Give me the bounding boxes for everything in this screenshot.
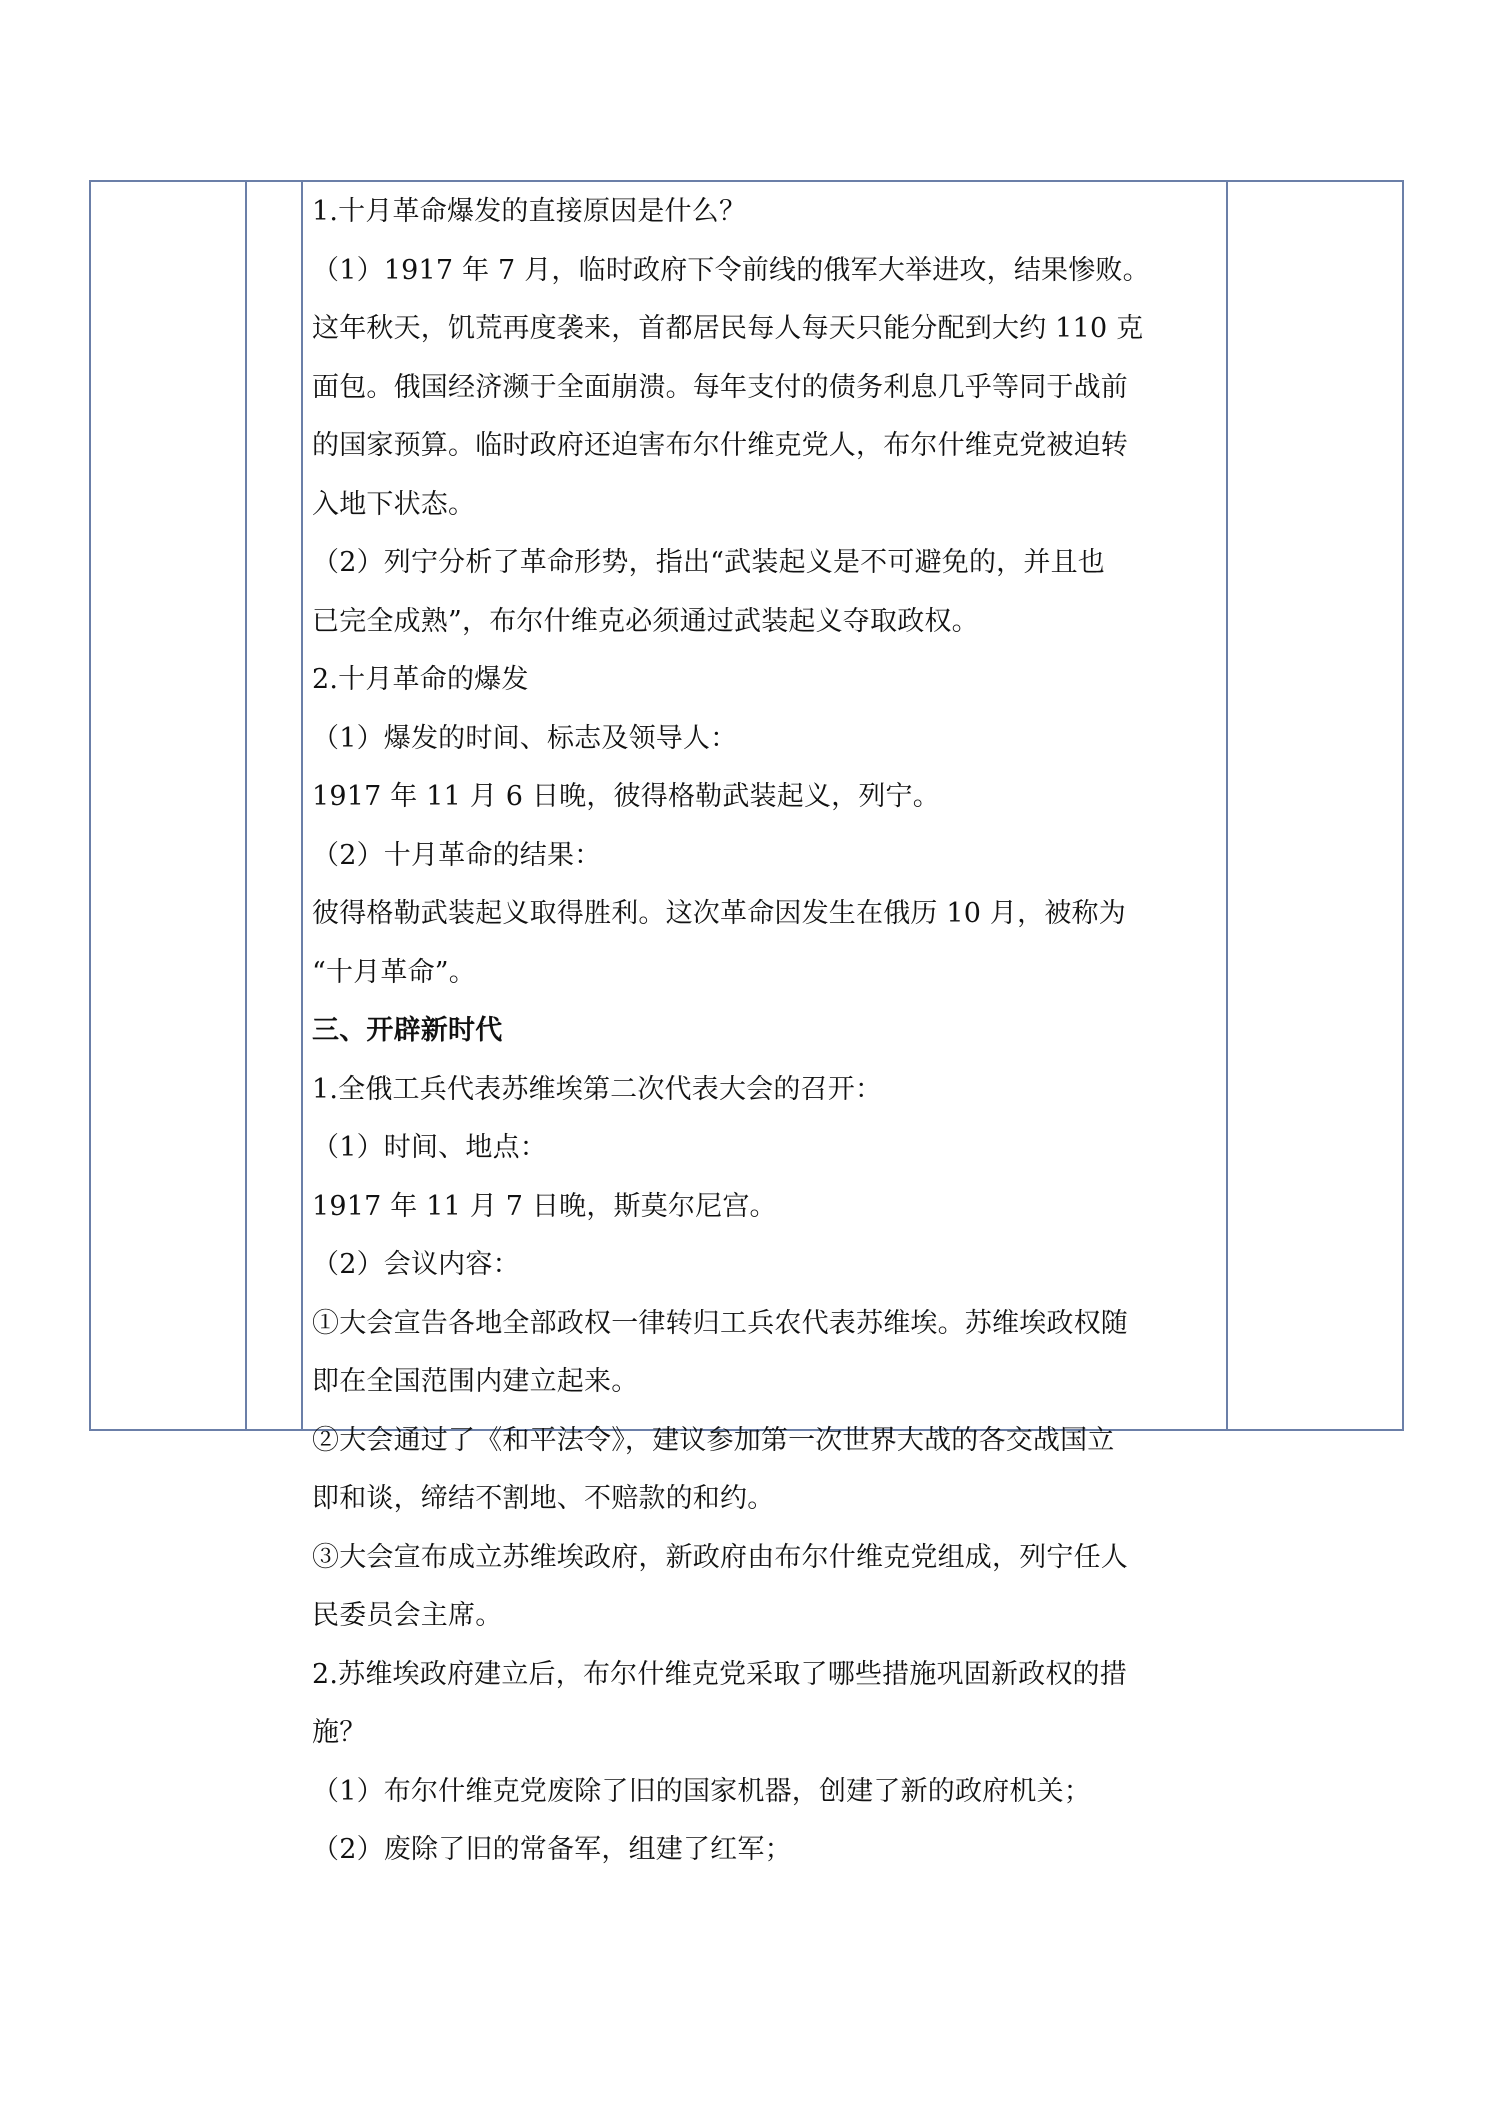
text-line: （2）会议内容： <box>312 1249 520 1280</box>
text-line: 2.十月革命的爆发 <box>312 664 529 695</box>
text-line: （2）十月革命的结果： <box>312 839 602 871</box>
text-line: 这年秋天，饥荒再度袭来，首都居民每人每天只能分配到大约 110 克 <box>312 313 1144 344</box>
table-column-divider <box>1226 182 1228 1429</box>
table-column-divider <box>301 182 303 1429</box>
text-line: 2.苏维埃政府建立后，布尔什维克党采取了哪些措施巩固新政权的措 <box>312 1658 1127 1690</box>
text-line: （2）列宁分析了革命形势，指出“武装起义是不可避免的，并且也 <box>312 547 1105 578</box>
text-line: ③大会宣布成立苏维埃政府，新政府由布尔什维克党组成，列宁任人 <box>312 1541 1128 1573</box>
text-line: “十月革命”。 <box>312 956 477 988</box>
text-line: 即和谈，缔结不割地、不赔款的和约。 <box>312 1483 775 1514</box>
text-line: 面包。俄国经济濒于全面崩溃。每年支付的债务利息几乎等同于战前 <box>312 371 1128 403</box>
text-line: 入地下状态。 <box>312 488 476 520</box>
text-line: （2）废除了旧的常备军，组建了红军； <box>312 1834 792 1865</box>
lesson-content-cell <box>312 183 1212 1880</box>
text-line: 彼得格勒武装起义取得胜利。这次革命因发生在俄历 10 月，被称为 <box>312 898 1126 929</box>
section-heading: 三、开辟新时代 <box>312 1015 503 1046</box>
text-line: （1）1917 年 7 月，临时政府下令前线的俄军大举进攻，结果惨败。 <box>312 254 1150 286</box>
text-line: 已完全成熟”，布尔什维克必须通过武装起义夺取政权。 <box>312 605 979 637</box>
text-line: ①大会宣告各地全部政权一律转归工兵农代表苏维埃。苏维埃政权随 <box>312 1307 1128 1339</box>
text-line: 民委员会主席。 <box>312 1600 503 1631</box>
table-column-divider <box>245 182 247 1429</box>
text-line: （1）布尔什维克党废除了旧的国家机器，创建了新的政府机关； <box>312 1775 1091 1807</box>
text-line: ②大会通过了《和平法令》，建议参加第一次世界大战的各交战国立 <box>312 1424 1115 1456</box>
text-line: 的国家预算。临时政府还迫害布尔什维克党人，布尔什维克党被迫转 <box>312 430 1128 461</box>
text-line: 1917 年 11 月 7 日晚，斯莫尔尼宫。 <box>312 1190 777 1222</box>
text-line: 施？ <box>312 1717 367 1748</box>
text-line: 即在全国范围内建立起来。 <box>312 1366 639 1397</box>
text-line: （1）爆发的时间、标志及领导人： <box>312 722 738 754</box>
text-line: 1.十月革命爆发的直接原因是什么？ <box>312 196 747 227</box>
text-line: （1）时间、地点： <box>312 1132 547 1163</box>
text-line: 1917 年 11 月 6 日晚，彼得格勒武装起义，列宁。 <box>312 781 940 812</box>
text-line: 1.全俄工兵代表苏维埃第二次代表大会的召开： <box>312 1073 883 1105</box>
